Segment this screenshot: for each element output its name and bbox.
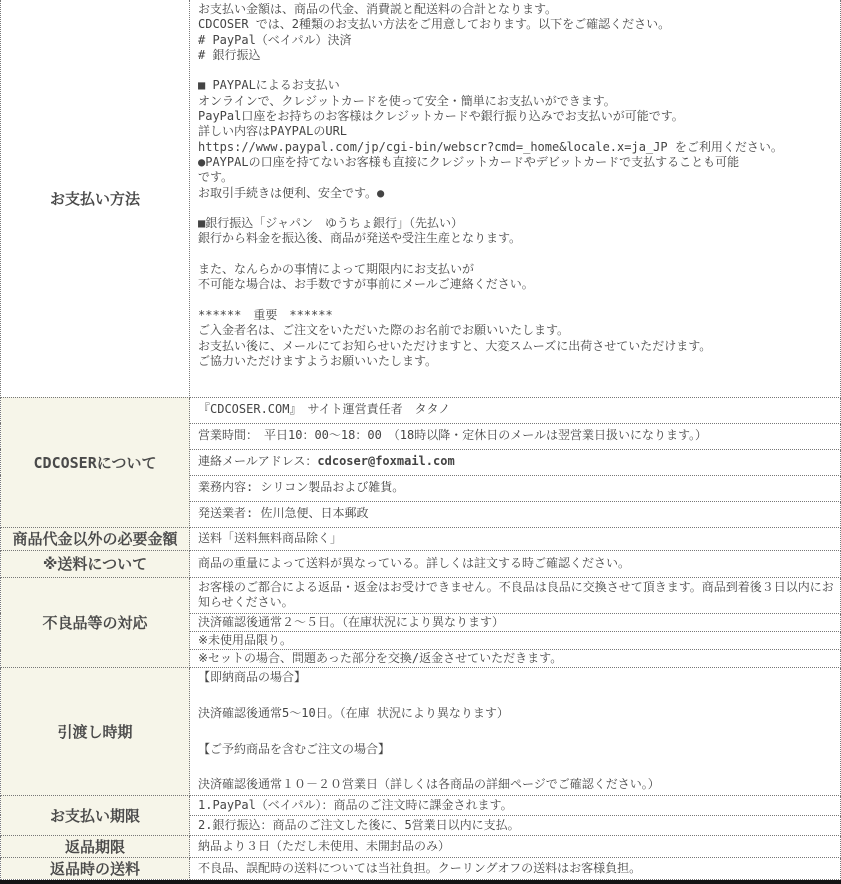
extra-fees-content: [190, 527, 841, 550]
text-line: [198, 293, 834, 308]
text-line: 決済確認後通常１０－２０営業日（詳しくは各商品の詳細ページでご確認ください。）: [198, 777, 660, 792]
about-shipping-carriers: [190, 501, 841, 527]
text-line: 送料「送料無料商品除く」: [198, 530, 343, 545]
about-business-content: [190, 475, 841, 501]
text-line: 営業時間： 平日10：00～18：00 （18時以降・定休日のメールは翌営業日扱いになります。）: [198, 428, 708, 443]
table-row: [1, 668, 841, 796]
defective-policy-content: [190, 577, 841, 613]
text-line: 業務内容: シリコン製品および雑貨。: [198, 480, 405, 495]
defective-set-note: [190, 650, 841, 668]
payment-deadline-bank: [190, 815, 841, 835]
text-line: ****** 重要 ******: [198, 307, 333, 322]
return-shipping-content: [190, 857, 841, 879]
text-line: [198, 687, 834, 705]
row-header-payment-deadline: お支払い期限: [1, 795, 190, 835]
row-header-extra-fees: 商品代金以外の必要金額: [1, 527, 190, 550]
text-line: ■ PAYPALによるお支払い: [198, 78, 340, 93]
text-line: 決済確認後通常２～５日。（在庫状況により異なります）: [198, 614, 505, 629]
bottom-divider-bar: [0, 880, 841, 884]
row-header-about-cdcoser: CDCOSERについて: [1, 397, 190, 527]
text-line: 【ご予約商品を含むご注文の場合】: [198, 741, 391, 756]
text-line: [198, 723, 834, 741]
text-line: 不良品、誤配時の送料については当社負担。クーリングオフの送料はお客様負担。: [198, 860, 642, 875]
table-row: [1, 397, 841, 423]
table-row: [1, 550, 841, 577]
about-site-operator: [190, 397, 841, 423]
text-line: です。: [198, 170, 234, 185]
text-line: 2.銀行振込：商品のご注文した後に、5営業日以内に支払。: [198, 817, 520, 832]
text-line: ※セットの場合、問題あった部分を交換/返金させていただきます。: [198, 651, 563, 666]
text-line: 商品の重量によって送料が異なっている。詳しくは註文する時ご確認ください。: [198, 555, 631, 570]
text-line: 決済確認後通常5～10日。（在庫 状況により異なります）: [198, 705, 509, 720]
about-business-hours: [190, 423, 841, 449]
text-line: CDCOSER では、2種類のお支払い方法をご用意しております。以下をご確認ください。: [198, 17, 671, 32]
table-row: [1, 577, 841, 613]
text-line: [198, 247, 834, 262]
defective-processing-time: [190, 613, 841, 631]
table-row: [1, 857, 841, 879]
text-line: 【即納商品の場合】: [198, 670, 307, 685]
contact-email-label: 連絡メールアドレス：: [198, 454, 318, 469]
row-header-return-shipping: 返品時の送料: [1, 857, 190, 879]
text-line: 納品より３日（ただし未使用、未開封品のみ）: [198, 838, 451, 853]
text-line: オンラインで、クレジットカードを使って安全・簡単にお支払いができます。: [198, 93, 616, 108]
text-line: [198, 758, 834, 776]
text-line: お取引手続きは便利、安全です。●: [198, 185, 385, 200]
table-row: [1, 795, 841, 815]
table-row: [1, 0, 841, 397]
contact-email-address: cdcoser@foxmail.com: [317, 454, 455, 469]
text-line: ●PAYPALの口座を持てないお客様も直接にクレジットカードやデビットカードで支払することも可能: [198, 154, 740, 169]
text-line: 1.PayPal（ベイパル）：商品のご注文時に課金されます。: [198, 797, 513, 812]
payment-deadline-paypal: [190, 795, 841, 815]
text-line: ※未使用品限り。: [198, 632, 293, 647]
text-line: https://www.paypal.com/jp/cgi-bin/webscr?cmd=_home&locale.x=ja_JP をご利用ください。: [198, 139, 783, 154]
return-deadline-content: [190, 835, 841, 857]
table-row: [1, 527, 841, 550]
row-header-payment-method: お支払い方法: [1, 0, 190, 397]
text-line: 『CDCOSER.COM』 サイト運営責任者 タタノ: [198, 402, 451, 417]
text-line: ご入金者名は、ご注文をいただいた際のお名前でお願いいたします。: [198, 323, 570, 338]
text-line: 発送業者: 佐川急便、日本郵政: [198, 506, 369, 521]
row-header-delivery-time: 引渡し時期: [1, 668, 190, 796]
row-header-shipping-note: ※送料について: [1, 550, 190, 577]
text-line: PayPal口座をお持ちのお客様はクレジットカードや銀行振り込みでお支払いが可能です。: [198, 109, 684, 124]
text-line: # 銀行振込: [198, 47, 261, 62]
text-line: [198, 201, 834, 216]
row-header-return-deadline: 返品期限: [1, 835, 190, 857]
text-line: お客様のご都合による返品・返金はお受けできません。不良品は良品に交換させて頂きます。商品到着後３日以内にお知らせください。: [198, 579, 834, 609]
text-line: また、なんらかの事情によって期限内にお支払いが: [198, 262, 475, 277]
row-header-defective-items: 不良品等の対応: [1, 577, 190, 668]
delivery-time-content: [190, 668, 841, 796]
text-line: 銀行から料金を振込後、商品が発送や受注生産となります。: [198, 231, 522, 246]
table-row: [1, 835, 841, 857]
text-line: ■銀行振込「ジャパン ゆうちょ銀行」（先払い）: [198, 216, 463, 231]
shipping-note-content: [190, 550, 841, 577]
text-line: ご協力いただけますようお願いいたします。: [198, 353, 438, 368]
about-contact-email: [190, 449, 841, 475]
text-line: [198, 63, 834, 78]
text-line: # PayPal（ベイパル）決済: [198, 32, 352, 47]
defective-unused-only-note: [190, 631, 841, 649]
payment-method-content: [190, 0, 841, 397]
text-line: 詳しい内容はPAYPALのURL: [198, 124, 348, 139]
text-line: お支払い後に、メールにてお知らせいただけますと、大変スムーズに出荷させていただけます。: [198, 338, 712, 353]
text-line: 不可能な場合は、お手数ですが事前にメールご連絡ください。: [198, 277, 534, 292]
text-line: お支払い金額は、商品の代金、消費説と配送料の合計となります。: [198, 2, 558, 16]
